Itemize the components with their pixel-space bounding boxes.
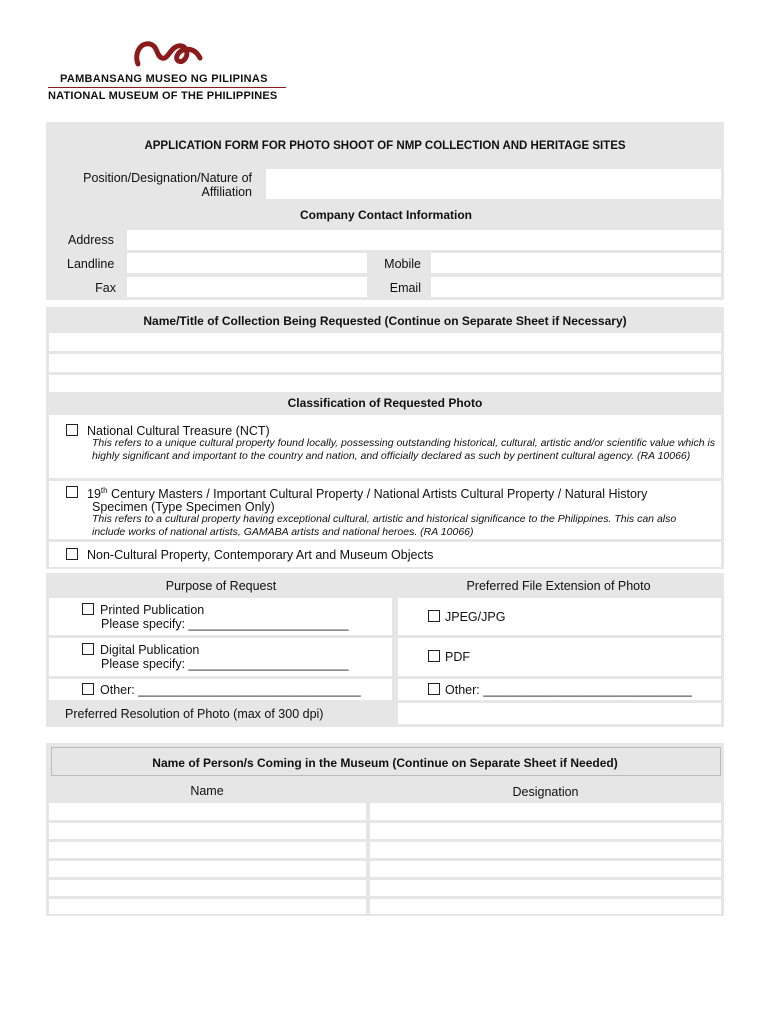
person-designation-field-2[interactable]	[370, 823, 721, 839]
logo-text-english: NATIONAL MUSEUM OF THE PHILIPPINES	[48, 90, 278, 102]
logo-text-filipino: PAMBANSANG MUSEO NG PILIPINAS	[60, 73, 268, 85]
pdf-checkbox[interactable]	[428, 650, 440, 662]
resolution-label: Preferred Resolution of Photo (max of 300 dpi)	[65, 707, 324, 721]
fax-field[interactable]	[127, 277, 367, 297]
resolution-field[interactable]	[398, 703, 721, 724]
digital-label: Digital Publication	[100, 643, 200, 657]
mobile-label: Mobile	[384, 257, 421, 271]
icp-suffix: th	[100, 486, 108, 495]
company-contact-header: Company Contact Information	[299, 208, 472, 222]
printed-label: Printed Publication	[100, 603, 205, 617]
email-label: Email	[389, 281, 421, 295]
nct-label: National Cultural Treasure (NCT)	[87, 424, 270, 438]
position-label-2: Affiliation	[201, 185, 252, 199]
fax-label: Fax	[95, 281, 116, 295]
jpeg-label: JPEG/JPG	[445, 610, 506, 624]
digital-specify: Please specify: _______________________	[101, 657, 349, 671]
printed-specify: Please specify: _______________________	[101, 617, 349, 631]
person-designation-field-5[interactable]	[370, 880, 721, 896]
purpose-header: Purpose of Request	[165, 579, 277, 593]
icp-label-line-2: Specimen (Type Specimen Only)	[92, 500, 275, 514]
form-title: APPLICATION FORM FOR PHOTO SHOOT OF NMP COLLECTION AND HERITAGE SITES	[144, 140, 626, 152]
collection-field-2[interactable]	[49, 354, 721, 372]
pdf-label: PDF	[445, 650, 470, 664]
logo-divider	[48, 87, 286, 88]
mobile-field[interactable]	[431, 253, 721, 273]
extension-header: Preferred File Extension of Photo	[466, 579, 651, 593]
collection-field-3[interactable]	[49, 375, 721, 392]
icp-number: 19	[87, 487, 101, 502]
icp-label-line-1	[87, 486, 647, 501]
address-field[interactable]	[127, 230, 721, 250]
landline-label: Landline	[67, 257, 115, 271]
icp-checkbox[interactable]	[66, 486, 78, 498]
person-name-field-1[interactable]	[49, 803, 366, 820]
person-name-field-2[interactable]	[49, 823, 366, 839]
position-label-1: Position/Designation/Nature of	[83, 171, 252, 185]
museum-logo-mark	[132, 36, 206, 70]
designation-column-header: Designation	[512, 785, 579, 799]
person-name-field-4[interactable]	[49, 861, 366, 877]
jpeg-checkbox[interactable]	[428, 610, 440, 622]
digital-checkbox[interactable]	[82, 643, 94, 655]
collection-field-1[interactable]	[49, 333, 721, 351]
address-label: Address	[68, 233, 114, 247]
other-purpose-label: Other: ________________________________	[100, 683, 361, 697]
person-name-field-3[interactable]	[49, 842, 366, 858]
icp-description: This refers to a cultural property having exceptional cultural, artistic and historical significance to the Philippines. This can also include works of national artists, GAMABA artists and national heroes. (RA 10066)	[92, 513, 677, 538]
email-field[interactable]	[431, 277, 721, 297]
museum-logo	[46, 36, 286, 106]
person-designation-field-1[interactable]	[370, 803, 721, 820]
persons-header: Name of Person/s Coming in the Museum (Continue on Separate Sheet if Needed)	[152, 756, 618, 770]
other-purpose-checkbox[interactable]	[82, 683, 94, 695]
icp-label-text: Century Masters / Important Cultural Property / National Artists Cultural Property / Natural History	[107, 487, 648, 502]
noncultural-label: Non-Cultural Property, Contemporary Art and Museum Objects	[87, 548, 434, 562]
classification-header: Classification of Requested Photo	[287, 396, 483, 410]
person-designation-field-4[interactable]	[370, 861, 721, 877]
nct-description: This refers to a unique cultural property found locally, possessing outstanding historical, cultural, artistic and/or scientific value which is highly significant and important to the country and nation, and officially declared as such by pertinent cultural agency. (RA 10066)	[92, 437, 716, 462]
collection-header: Name/Title of Collection Being Requested (Continue on Separate Sheet if Necessary)	[143, 314, 627, 328]
landline-field[interactable]	[127, 253, 367, 273]
person-name-field-6[interactable]	[49, 899, 366, 914]
person-designation-field-3[interactable]	[370, 842, 721, 858]
noncultural-checkbox[interactable]	[66, 548, 78, 560]
other-ext-checkbox[interactable]	[428, 683, 440, 695]
nct-checkbox[interactable]	[66, 424, 78, 436]
other-ext-label: Other: ______________________________	[445, 683, 692, 697]
person-name-field-5[interactable]	[49, 880, 366, 896]
name-column-header: Name	[190, 784, 224, 798]
printed-checkbox[interactable]	[82, 603, 94, 615]
person-designation-field-6[interactable]	[370, 899, 721, 914]
position-field[interactable]	[266, 169, 721, 199]
